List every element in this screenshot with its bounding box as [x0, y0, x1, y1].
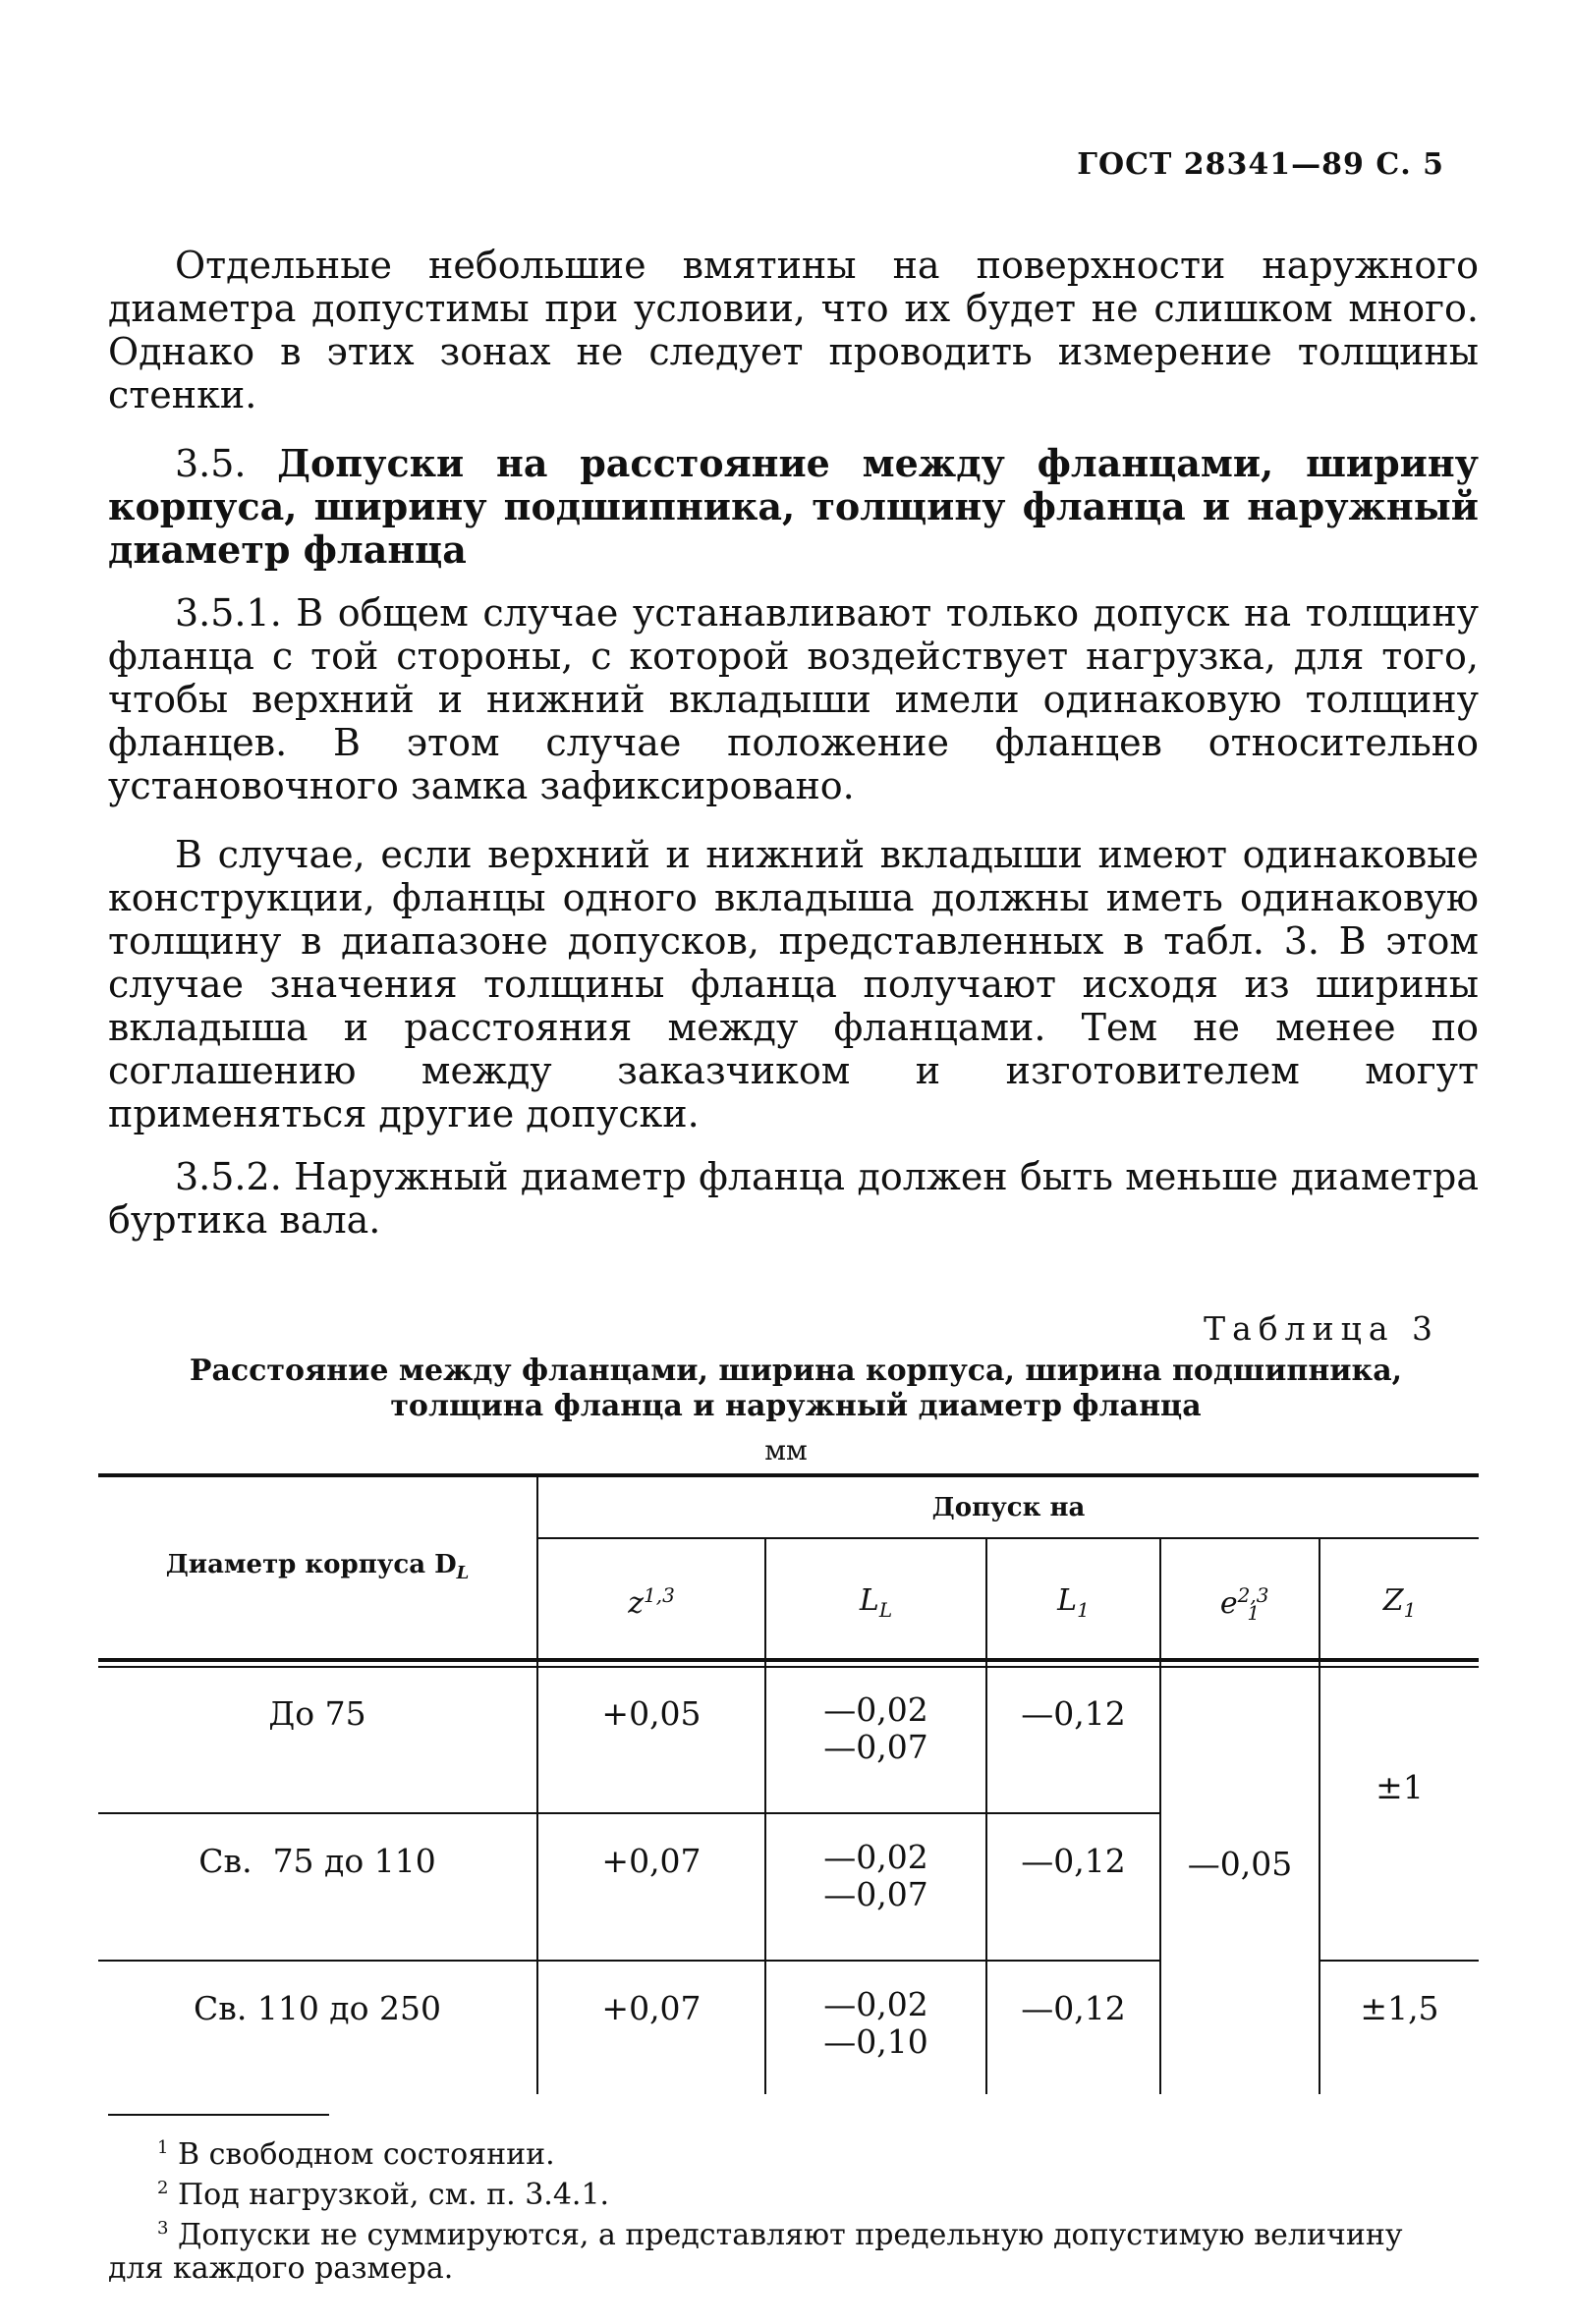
header-L1 [987, 1583, 1159, 1622]
row-divider-2 [98, 1960, 1159, 1962]
header-e1-sup: 2,3 [1237, 1583, 1269, 1607]
table-row-1-LL [766, 1691, 985, 1766]
header-group-rule [538, 1537, 1479, 1539]
table-unit: мм [764, 1434, 808, 1466]
table-top-rule [98, 1473, 1479, 1477]
table-row-3-diameter: Св. 110 до 250 [194, 1989, 441, 2027]
footnote-3-mark: 3 [157, 2218, 169, 2239]
table-title [147, 1354, 1444, 1424]
header-e1 [1161, 1583, 1319, 1625]
table-row-3-z: +0,07 [601, 1989, 702, 2027]
table-row-1-LL-upper: —0,02 [823, 1690, 928, 1729]
table-title-line-2: толщина фланца и наружный диаметр фланца [390, 1389, 1202, 1423]
header-Z1 [1320, 1583, 1479, 1622]
paragraph-3-5-2: 3.5.2. Наружный диаметр фланца должен быть меньше диаметра буртика вала. [108, 1155, 1479, 1242]
header-Z1-sub: 1 [1403, 1598, 1417, 1622]
header-LL-symbol: L [859, 1583, 879, 1618]
footnote-2 [108, 2172, 1464, 2212]
header-L1-symbol: L [1057, 1583, 1078, 1618]
header-LL-sub: L [878, 1598, 893, 1622]
header-z [538, 1583, 764, 1621]
table-row-2-diameter: Св. 75 до 110 [198, 1842, 436, 1880]
row-divider-z1 [1319, 1960, 1479, 1962]
table-row-3-LL-upper: —0,02 [823, 1985, 928, 2023]
footnote-1-text: В свободном состоянии. [178, 2137, 555, 2172]
table-row-2-z: +0,07 [601, 1842, 702, 1880]
table-row-2-L1: —0,12 [1021, 1842, 1126, 1880]
paragraph-dents: Отдельные небольшие вмятины на поверхности наружного диаметра допустимы при условии, что их будет не слишком много. Однако в этих зонах не следует проводить измерение толщины стенки. [108, 244, 1479, 416]
footnote-3 [108, 2212, 1464, 2286]
footnote-2-mark: 2 [157, 2178, 169, 2198]
header-bottom-rule-2 [98, 1666, 1479, 1668]
section-title: Допуски на расстояние между фланцами, ширину корпуса, ширину подшипника, толщину фланца и наружный диаметр фланца [108, 441, 1479, 572]
table-row-3-L1: —0,12 [1021, 1989, 1126, 2027]
table-row-2-LL-lower: —0,07 [823, 1875, 928, 1913]
table-Z1-rows-1-2: ±1 [1376, 1768, 1424, 1806]
footnote-rule [108, 2114, 329, 2116]
table-row-1-L1: —0,12 [1021, 1694, 1126, 1733]
paragraph-3-5-1: 3.5.1. В общем случае устанавливают только допуск на толщину фланца с той стороны, с которой воздействует нагрузка, для того, чтобы верхний и нижний вкладыши имели одинаковую толщину фланцев. В этом случае положение фланцев относительно установочного замка зафиксировано. [108, 591, 1479, 807]
row-divider-1 [98, 1812, 1159, 1814]
header-e1-sub: 1 [1247, 1601, 1261, 1625]
header-e1-symbol: e [1219, 1586, 1238, 1621]
footnotes [108, 2131, 1464, 2286]
header-z-symbol: z [628, 1586, 644, 1621]
footnote-2-text: Под нагрузкой, см. п. 3.4.1. [178, 2178, 610, 2212]
table-label: Таблица 3 [1204, 1309, 1439, 1348]
table-row-2-LL [766, 1839, 985, 1913]
table-row-3-LL [766, 1986, 985, 2061]
header-Z1-symbol: Z [1382, 1583, 1404, 1618]
table-row-1-LL-lower: —0,07 [823, 1728, 928, 1766]
table-row-3-LL-lower: —0,10 [823, 2022, 928, 2061]
header-z-sup: 1,3 [644, 1583, 675, 1607]
header-diameter-sub: L [456, 1563, 470, 1584]
footnote-1 [108, 2131, 1464, 2172]
table-row-2-LL-upper: —0,02 [823, 1838, 928, 1876]
table-Z1-row-3: ±1,5 [1360, 1989, 1439, 2027]
footnote-1-mark: 1 [157, 2137, 169, 2158]
header-diameter-label: Диаметр корпуса D [165, 1550, 457, 1579]
header-bottom-rule [98, 1658, 1479, 1662]
paragraph-identical-shells: В случае, если верхний и нижний вкладыши имеют одинаковые конструкции, фланцы одного вкладыша должны иметь одинаковую толщину в диапазоне допусков, представленных в табл. 3. В этом случае значения толщины фланца получают исходя из ширины вкладыша и расстояния между фланцами. Тем не менее по соглашению между заказчиком и изготовителем могут применяться другие допуски. [108, 833, 1479, 1135]
table-title-line-1: Расстояние между фланцами, ширина корпуса, ширина подшипника, [189, 1354, 1403, 1388]
table-row-1-z: +0,05 [601, 1694, 702, 1733]
header-L1-sub: 1 [1077, 1598, 1090, 1622]
footnote-3-text: Допуски не суммируются, а представляют предельную допустимую величину для каждого размера. [108, 2218, 1403, 2286]
header-LL [766, 1583, 985, 1622]
header-diameter [98, 1550, 536, 1583]
table-row-1-diameter: До 75 [268, 1694, 366, 1733]
section-number: 3.5. [175, 442, 247, 485]
document-header: ГОСТ 28341—89 С. 5 [1077, 147, 1444, 182]
section-heading-3-5 [108, 442, 1479, 572]
header-tolerance-group: Допуск на [931, 1493, 1086, 1522]
table-e1-merged: —0,05 [1187, 1845, 1293, 1883]
